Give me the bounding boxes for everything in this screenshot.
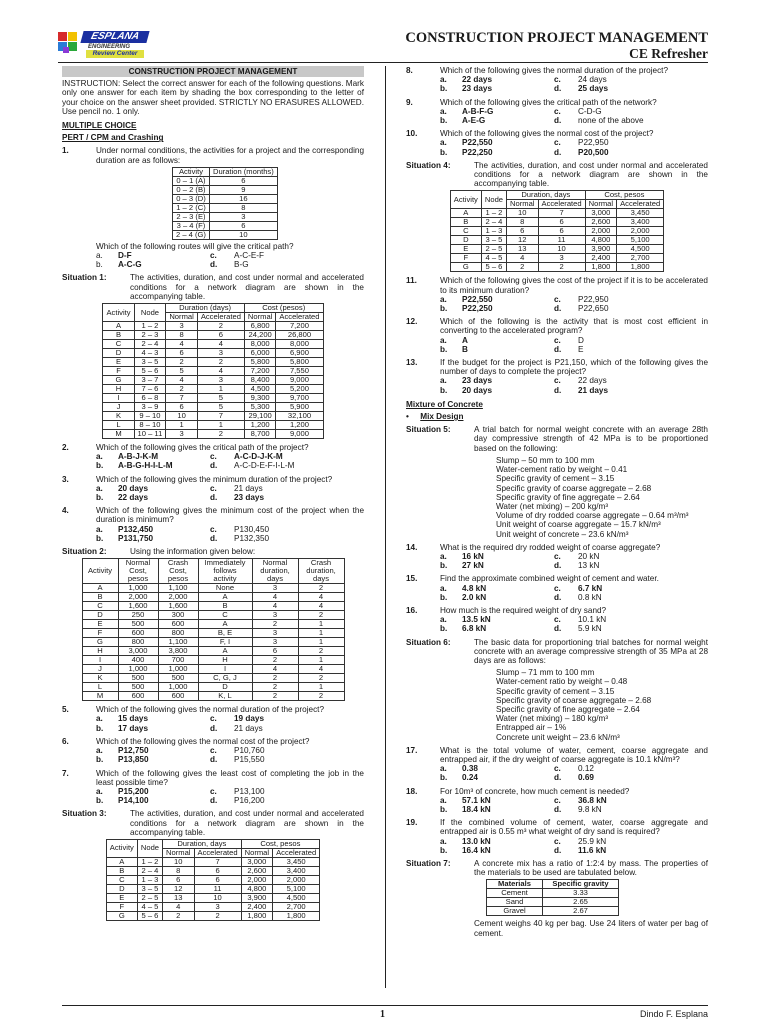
bullet-icon: • xyxy=(406,412,409,422)
situation-7-note: Cement weighs 40 kg per bag. Use 24 liters of water per bag of cement. xyxy=(474,919,708,938)
table-row: A 1 – 2 3 2 6,800 7,200 xyxy=(103,322,323,331)
left-t2-h1-2: Duration (days) xyxy=(166,304,245,313)
situation-7 xyxy=(406,859,708,877)
right-q10-text: Which of the following gives the normal cost of the project? xyxy=(440,129,654,139)
table-row: I 6 – 8 7 5 9,300 9,700 xyxy=(103,394,323,403)
left-q3-a: 20 days xyxy=(118,483,149,493)
question-6 xyxy=(62,737,364,746)
question-16 xyxy=(406,606,708,615)
right-q8-b: 23 days xyxy=(462,84,493,94)
right-q19-d: 11.6 kN xyxy=(578,845,607,855)
net_table-h1-1: Node xyxy=(481,191,506,209)
left-t1-rows-2-1: 16 xyxy=(209,194,277,203)
list-item: Volume of dry rodded coarse aggregate – 0.64 m³/m³ xyxy=(496,511,689,521)
left-t2-h2-0: Normal xyxy=(166,313,197,322)
right-q13-num: 13. xyxy=(406,358,418,368)
left-t2-h2-3: Accelerated xyxy=(276,313,323,322)
right-q12-d: E xyxy=(578,344,584,354)
left-t2-h1-0: Activity xyxy=(103,304,134,322)
table-row: M 600 600 K, L 2 2 xyxy=(82,692,344,701)
net_table-h1-2: Duration, days xyxy=(507,191,586,200)
right-q15-d: 0.8 kN xyxy=(578,592,602,602)
question-8 xyxy=(406,66,708,75)
left-q2-a: A-B-J-K-M xyxy=(118,452,159,462)
footer-rule xyxy=(62,1005,708,1006)
left-t1-rows-1-1: 9 xyxy=(209,185,277,194)
right-q18-b: 18.4 kN xyxy=(462,805,491,814)
right-q19-b: 16.4 kN xyxy=(462,845,491,855)
net_table-h2-1: Accelerated xyxy=(538,200,585,209)
question-10 xyxy=(406,129,708,138)
list-item: Entrapped air – 1% xyxy=(496,723,567,733)
right-q11-text: Which of the following gives the cost of the project if it is to be accelerated to its minimum duration? xyxy=(440,276,708,295)
right-q10-num: 10. xyxy=(406,129,418,139)
net_table-h2-0: Normal xyxy=(507,200,538,209)
right-q18-text: For 10m³ of concrete, how much cement is needed? xyxy=(440,786,630,796)
left-q1-text: Under normal conditions, the activities for a project and the corresponding duration are as follows: xyxy=(96,146,364,165)
column-divider xyxy=(385,66,386,988)
right-t7-headers-0: Materials xyxy=(487,880,543,889)
right-q16-d: 5.9 kN xyxy=(578,624,602,634)
right-q15-c: 6.7 kN xyxy=(578,583,603,593)
table-row: C 1 – 3 6 6 2,000 2,000 xyxy=(106,875,319,884)
table-row: A 1 – 2 10 7 3,000 3,450 xyxy=(450,209,663,218)
net_table-h2-0: Normal xyxy=(163,848,194,857)
table-row: H 3,000 3,800 A 6 2 xyxy=(82,647,344,656)
list-item: Specific gravity of cement – 3.15 xyxy=(496,686,615,696)
table-situation-7 xyxy=(486,879,619,916)
right-t7-rows-1-0: Sand xyxy=(487,898,543,907)
table-row: C 1 – 3 6 6 2,000 2,000 xyxy=(450,227,663,236)
list-item: Unit weight of concrete – 23.6 kN/m³ xyxy=(496,529,629,539)
question-3 xyxy=(62,475,364,484)
left-t1-rows-4-1: 3 xyxy=(209,212,277,221)
table-row: L 8 – 10 1 1 1,200 1,200 xyxy=(103,421,323,430)
net_table-h2-2: Normal xyxy=(585,200,616,209)
left-s2-text: Using the information given below: xyxy=(130,547,256,557)
right-q8-d: 25 days xyxy=(578,84,609,94)
right-q10-c: P22,950 xyxy=(578,138,609,148)
right-q11-num: 11. xyxy=(406,276,417,286)
table-row: B 2,000 2,000 A 4 4 xyxy=(82,593,344,602)
right-q19-num: 19. xyxy=(406,818,418,828)
list-item: Specific gravity of fine aggregate – 2.64 xyxy=(496,492,640,502)
list-item: Water-cement ratio by weight – 0.41 xyxy=(496,465,628,475)
right-q15-num: 15. xyxy=(406,574,418,584)
table-row: B 2 – 4 8 6 2,600 3,400 xyxy=(450,218,663,227)
logo xyxy=(58,30,150,60)
right-q8-c: 24 days xyxy=(578,75,607,85)
right-q19-text: If the combined volume of cement, water, coarse aggregate and entrapped air is 0.55 m³ what weight of dry sand is required? xyxy=(440,818,708,837)
left-q6-text: Which of the following gives the normal cost of the project? xyxy=(96,736,310,746)
table-row: E 2 – 5 13 10 3,900 4,500 xyxy=(106,893,319,902)
right-q14-b: 27 kN xyxy=(462,561,484,571)
situation-3 xyxy=(62,809,364,837)
table-row: F 4 – 5 4 3 2,400 2,700 xyxy=(106,902,319,911)
left-t3-headers-4: Normal duration, days xyxy=(252,559,298,584)
table-situation-1 xyxy=(102,303,323,439)
left-q1b-d: B-G xyxy=(234,260,249,270)
left-q2-num: 2. xyxy=(62,443,69,453)
right-q13-b: 20 days xyxy=(462,385,493,395)
left-q6-d: P15,550 xyxy=(234,755,265,765)
left-s2-label: Situation 2: xyxy=(62,547,107,557)
left-q3-c: 21 days xyxy=(234,483,263,493)
left-t3-headers-1: Normal Cost, pesos xyxy=(118,559,158,584)
list-item: Specific gravity of fine aggregate – 2.64 xyxy=(496,704,640,714)
header-rule xyxy=(58,62,708,63)
situation-2 xyxy=(62,547,364,556)
left-t1-rows-0-1: 6 xyxy=(209,176,277,185)
left-q7-d: P16,200 xyxy=(234,796,265,806)
right-q14-text: What is the required dry rodded weight of coarse aggregate? xyxy=(440,542,661,552)
right-q15-text: Find the approximate combined weight of cement and water. xyxy=(440,574,659,584)
left-s3-label: Situation 3: xyxy=(62,809,107,819)
right-q14-num: 14. xyxy=(406,542,418,552)
left-q2-c: A-C-D-J-K-M xyxy=(234,452,283,462)
table-row: D 3 – 5 12 11 4,800 5,100 xyxy=(106,884,319,893)
right-q8-text: Which of the following gives the normal duration of the project? xyxy=(440,66,669,75)
right-s6-label: Situation 6: xyxy=(406,637,451,647)
left-q5-text: Which of the following gives the normal duration of the project? xyxy=(96,705,325,715)
right-t7-rows-0-1: 3.33 xyxy=(543,889,619,898)
left-t1-rows-2-0: 0 – 3 (D) xyxy=(173,194,210,203)
instruction: INSTRUCTION: Select the correct answer for each of the following questions. Mark only one answer for each item by shading the box corresponding to the letter of your choice on the answer sheet provided. STRICTLY NO ERASURES ALLOWED. Use pencil no. 1 only. xyxy=(62,79,364,116)
question-13 xyxy=(406,358,708,376)
left-column: CONSTRUCTION PROJECT MANAGEMENT INSTRUCTION: Select the correct answer for each of the following questions. Mark only one answer for each item by shading the box corresponding to the letter of your choice on the answer sheet provided. STRICTLY NO ERASURES ALLOWED. Use pencil no. 1 only. MULTIPLE CHOICE PERT / CPM and Crashing 1. Under normal conditions, the activities for a project and the corresponding duration are as follows: Activity Duration (months) 0 – 1 (A) 6 0 – 2 (B) 9 0 – 3 (D) 16 1 – 2 (C) 8 2 – 3 (E) 3 3 – 4 (F) 6 2 – 4 (G) 10 Which of the following routes will give the critical path? a. D-F c. A-C-E-F b. A-C-G d. B-G Situation 1: The activities, duration, and cost under normal and accelerated conditions for a network diagram are shown in the accompanying table. Activity Node Duration (days) Cost (pesos) Normal Accelerated Normal Accelerated A 1 – 2 3 2 6,800 7,200 B 2 – 3 8 6 24,200 26,800 C 2 – 4 4 4 8,000 8,000 D 4 – 3 6 3 6,000 6,900 E 3 – 5 2 2 5,800 5,800 F 5 – 6 5 4 7,200 7,550 G 3 – 7 4 3 8,400 9,000 H 7 – 6 2 1 4,500 5,200 I 6 – 8 7 5 9,300 9,700 J 3 – 9 6 5 5,300 5,900 K 9 – 10 10 7 29,100 32,100 L 8 – 10 1 1 1,200 1,200 M 10 – 11 3 2 8,700 9,000 2. Which of the following gives the critical path of the project? a. A-B-J-K-M c. A-C-D-J-K-M b. A-B-G-H-I-L-M d. A-C-D-E-F-I-L-M 3. Which of the following gives the minimum duration of the project? a. 20 days c. 21 days b. 22 days d. 23 days 4. Which of the following gives the minimum cost of the project when the duration is minimum? a. P132,450 c. P130,450 b. P131,750 d. P132,350 Situation 2: Using the information given below: Activity Normal Cost, pesos Crash Cost, pesos Immediately follows activity Normal duration, days Crash duration, days A 1,000 1,100 None 3 2 B 2,000 2,000 A 4 4 C 1,600 1,600 B 4 4 D 250 300 C 3 2 E 500 600 A 2 1 F 600 800 B, E 3 1 G 800 1,100 F, I 3 1 H 3,000 3,800 A 6 2 I 400 700 H 2 1 J 1,000 1,000 I 4 4 K 500 500 C, G, J 2 2 L 500 1,000 D 2 1 M 600 600 K, L 2 2 5. Which of the following gives the normal duration of the project? a. 15 days c. 19 days b. 17 days d. 21 days 6. Which of the following gives the normal cost of the project? a. P12,750 c. P10,760 b. P13,850 d. P15,550 7. Which of the following gives the least cost of completing the job in the least possible time? a. P15,200 c. P13,100 b. P14,100 d. P16,200 Situation 3: The activities, duration, and cost under normal and accelerated conditions for a network diagram are shown in the accompanying table. Activity Node Duration, days Cost, pesos Normal Accelerated Normal Accelerated A 1 – 2 10 7 3,000 3,450 B 2 – 4 8 6 2,600 3,400 C 1 – 3 6 6 2,000 2,000 D 3 – 5 12 11 4,800 5,100 E 2 – 5 13 10 3,900 4,500 F 4 – 5 4 3 2,400 2,700 G 5 – 6 2 2 1,800 1,800 xyxy=(62,67,364,920)
left-q4-d: P132,350 xyxy=(234,533,270,543)
question-19 xyxy=(406,818,708,836)
table-row: D 3 – 5 12 11 4,800 5,100 xyxy=(450,236,663,245)
right-t7-rows-0-0: Cement xyxy=(487,889,543,898)
section-title: CONSTRUCTION PROJECT MANAGEMENT xyxy=(62,66,364,77)
right-q17-d: 0.69 xyxy=(578,773,594,783)
left-t2-h2-2: Normal xyxy=(244,313,275,322)
left-q5-num: 5. xyxy=(62,705,69,715)
question-17 xyxy=(406,746,708,764)
right-q16-a: 13.5 kN xyxy=(462,615,491,625)
right-q13-text: If the budget for the project is P21,150, which of the following gives the number of days to complete the project? xyxy=(440,358,708,377)
left-s1-label: Situation 1: xyxy=(62,273,107,283)
question-15 xyxy=(406,574,708,583)
question-1-prompt: Which of the following routes will give the critical path? xyxy=(96,241,294,251)
right-s4-text: The activities, duration, and cost under normal and accelerated conditions for a network diagram are shown in the accompanying table. xyxy=(474,160,708,189)
right-q18-c: 36.8 kN xyxy=(578,795,607,805)
right-q14-c: 20 kN xyxy=(578,551,600,561)
right-s7-label: Situation 7: xyxy=(406,859,451,869)
table-row: G 800 1,100 F, I 3 1 xyxy=(82,638,344,647)
left-t1-rows-0-0: 0 – 1 (A) xyxy=(173,176,210,185)
left-t1-rows-3-1: 8 xyxy=(209,203,277,212)
left-q7-b: P14,100 xyxy=(118,796,149,806)
net_table-h2-3: Accelerated xyxy=(273,848,320,857)
left-t1-rows-1-0: 0 – 2 (B) xyxy=(173,185,210,194)
left-t1-rows-6-1: 10 xyxy=(209,230,277,239)
question-2 xyxy=(62,443,364,452)
question-11 xyxy=(406,276,708,294)
right-q13-c: 22 days xyxy=(578,376,607,386)
net_table-h2-1: Accelerated xyxy=(194,848,241,857)
right-q12-text: Which of the following is the activity that is most cost efficient in converting to the accelerated program? xyxy=(440,317,708,336)
right-q16-b: 6.8 kN xyxy=(462,624,487,634)
list-item: Specific gravity of cement – 3.15 xyxy=(496,474,615,484)
right-q18-a: 57.1 kN xyxy=(462,795,491,805)
situation-5 xyxy=(406,425,708,453)
right-q8-a: 22 days xyxy=(462,75,493,85)
table-row: H 7 – 6 2 1 4,500 5,200 xyxy=(103,385,323,394)
list-item: Specific gravity of coarse aggregate – 2.68 xyxy=(496,695,652,705)
right-q16-text: How much is the required weight of dry sand? xyxy=(440,605,607,615)
right-q10-d: P20,500 xyxy=(578,147,609,157)
right-s6-text: The basic data for proportioning trial batches for normal weight concrete with an average compressive strength of 35 MPa at 28 days are as follows: xyxy=(474,637,708,665)
left-q6-b: P13,850 xyxy=(118,755,149,765)
multiple-choice-heading: MULTIPLE CHOICE xyxy=(62,121,137,131)
left-t1-headers-0: Activity xyxy=(173,167,210,176)
left-q5-c: 19 days xyxy=(234,714,265,724)
left-q3-num: 3. xyxy=(62,474,69,484)
page-number: 1 xyxy=(380,1009,385,1020)
table-row: I 400 700 H 2 1 xyxy=(82,656,344,665)
net_table-h1-0: Activity xyxy=(450,191,481,209)
left-t2-h2-1: Accelerated xyxy=(197,313,244,322)
right-q17-b: 0.24 xyxy=(462,773,478,783)
left-q4-b: P131,750 xyxy=(118,533,154,543)
right-mixdesign: Mix Design xyxy=(420,412,464,422)
right-q11-a: P22,550 xyxy=(462,294,493,304)
left-q1-num: 1. xyxy=(62,146,69,156)
situation-6 xyxy=(406,638,708,666)
left-t1-rows-3-0: 1 – 2 (C) xyxy=(173,203,210,212)
right-q10-a: P22,550 xyxy=(462,138,493,148)
right-q16-c: 10.1 kN xyxy=(578,615,607,625)
table-row: G 5 – 6 2 2 1,800 1,800 xyxy=(106,911,319,920)
left-t3-headers-2: Crash Cost, pesos xyxy=(158,559,198,584)
right-t7-rows-2-1: 2.67 xyxy=(543,907,619,916)
left-q3-d: 23 days xyxy=(234,493,265,503)
left-q1b-c: A-C-E-F xyxy=(234,251,265,261)
right-t7-headers-1: Specific gravity xyxy=(543,880,619,889)
left-q7-c: P13,100 xyxy=(234,786,265,796)
list-item: Unit weight of coarse aggregate – 15.7 kN/m³ xyxy=(496,520,661,530)
net_table-h1-3: Cost, pesos xyxy=(241,839,320,848)
left-q6-a: P12,750 xyxy=(118,746,149,756)
right-q17-c: 0.12 xyxy=(578,764,594,774)
right-q18-d: 9.8 kN xyxy=(578,805,602,814)
logo-review-center: Review Center xyxy=(86,50,144,58)
right-q14-d: 13 kN xyxy=(578,561,600,571)
left-t1-rows-6-0: 2 – 4 (G) xyxy=(173,230,210,239)
logo-brand: ESPLANA xyxy=(80,31,149,43)
table-row: E 3 – 5 2 2 5,800 5,800 xyxy=(103,358,323,367)
table-row: J 3 – 9 6 5 5,300 5,900 xyxy=(103,403,323,412)
right-q17-num: 17. xyxy=(406,745,418,755)
situation-6-list xyxy=(406,668,708,742)
question-5 xyxy=(62,705,364,714)
left-t2-h1-3: Cost (pesos) xyxy=(244,304,323,313)
mix-design-heading xyxy=(406,412,708,421)
table-row: F 5 – 6 5 4 7,200 7,550 xyxy=(103,367,323,376)
table-row: B 2 – 3 8 6 24,200 26,800 xyxy=(103,331,323,340)
right-q9-a: A-B-F-G xyxy=(462,106,494,116)
table-row: E 2 – 5 13 10 3,900 4,500 xyxy=(450,245,663,254)
right-q9-c: C-D-G xyxy=(578,106,602,116)
right-q12-c: D xyxy=(578,335,584,345)
left-q6-c: P10,760 xyxy=(234,746,265,756)
left-q1b-b: A-C-G xyxy=(118,260,142,270)
right-q17-a: 0.38 xyxy=(462,764,478,774)
table-situation-3 xyxy=(106,839,320,921)
table-row: A 1,000 1,100 None 3 2 xyxy=(82,584,344,593)
right-q13-d: 21 days xyxy=(578,385,609,395)
situation-4 xyxy=(406,161,708,189)
left-q7-num: 7. xyxy=(62,768,69,778)
net_table-h1-3: Cost, pesos xyxy=(585,191,664,200)
table-q1 xyxy=(172,167,278,240)
right-q19-a: 13.0 kN xyxy=(462,836,491,846)
list-item: Water-cement ratio by weight – 0.48 xyxy=(496,677,628,687)
left-t3-headers-0: Activity xyxy=(82,559,118,584)
table-situation-4 xyxy=(450,190,664,272)
right-q9-text: Which of the following gives the critical path of the network? xyxy=(440,97,657,107)
right-q11-b: P22,250 xyxy=(462,304,493,314)
left-s3-text: The activities, duration, and cost under normal and accelerated conditions for a network diagram are shown in the accompanying table. xyxy=(130,809,364,837)
right-q15-b: 2.0 kN xyxy=(462,592,487,602)
list-item: Slump – 71 mm to 100 mm xyxy=(496,668,595,678)
list-item: Water (net mixing) – 200 kg/m³ xyxy=(496,501,609,511)
right-t7-rows-2-0: Gravel xyxy=(487,907,543,916)
question-7 xyxy=(62,769,364,787)
right-q11-c: P22,950 xyxy=(578,294,609,304)
left-t3-headers-5: Crash duration, days xyxy=(298,559,344,584)
list-item: Concrete unit weight – 23.6 kN/m³ xyxy=(496,732,620,742)
left-q6-num: 6. xyxy=(62,736,69,746)
right-q9-b: A-E-G xyxy=(462,116,486,126)
right-q9-num: 9. xyxy=(406,97,413,107)
table-row: A 1 – 2 10 7 3,000 3,450 xyxy=(106,857,319,866)
table-row: G 3 – 7 4 3 8,400 9,000 xyxy=(103,376,323,385)
table-row: E 500 600 A 2 1 xyxy=(82,620,344,629)
left-q3-text: Which of the following gives the minimum duration of the project? xyxy=(96,474,333,484)
table-row: M 10 – 11 3 2 8,700 9,000 xyxy=(103,430,323,439)
question-9 xyxy=(406,98,708,107)
table-row: G 5 – 6 2 2 1,800 1,800 xyxy=(450,263,663,272)
situation-5-list xyxy=(406,456,708,539)
table-row: D 4 – 3 6 3 6,000 6,900 xyxy=(103,349,323,358)
net_table-h2-2: Normal xyxy=(241,848,272,857)
table-row: C 1,600 1,600 B 4 4 xyxy=(82,602,344,611)
table-row: J 1,000 1,000 I 4 4 xyxy=(82,665,344,674)
table-row: B 2 – 4 8 6 2,600 3,400 xyxy=(106,866,319,875)
situation-1 xyxy=(62,273,364,301)
right-s7-text: A concrete mix has a ratio of 1:2:4 by mass. The properties of the materials to be used are tabulated below. xyxy=(474,859,708,878)
right-q8-num: 8. xyxy=(406,66,413,75)
right-t7-rows-1-1: 2.65 xyxy=(543,898,619,907)
left-q7-text: Which of the following gives the least cost of completing the job in the least possible time? xyxy=(96,768,364,787)
table-situation-2 xyxy=(82,558,345,701)
left-q5-b: 17 days xyxy=(118,723,149,733)
choices-q1: a. D-F c. A-C-E-F xyxy=(62,251,364,260)
right-s4-label: Situation 4: xyxy=(406,160,451,170)
question-1 xyxy=(62,146,364,164)
question-18 xyxy=(406,787,708,796)
table-row: F 4 – 5 4 3 2,400 2,700 xyxy=(450,254,663,263)
left-t1-rows-4-0: 2 – 3 (E) xyxy=(173,212,210,221)
question-12 xyxy=(406,317,708,335)
page-header xyxy=(58,30,708,60)
right-q10-b: P22,250 xyxy=(462,147,493,157)
right-s5-label: Situation 5: xyxy=(406,425,451,435)
right-q19-c: 25.9 kN xyxy=(578,836,607,846)
net_table-h1-1: Node xyxy=(137,839,162,857)
header-subtitle: CE Refresher xyxy=(629,46,708,61)
left-q4-a: P132,450 xyxy=(118,524,154,534)
right-s5-text: A trial batch for normal weight concrete with an average 28th day compressive strength of 42 MPa is to be proportioned based on the following: xyxy=(474,425,708,453)
left-q3-b: 22 days xyxy=(118,493,149,503)
table-row: C 2 – 4 4 4 8,000 8,000 xyxy=(103,340,323,349)
table-row: F 600 800 B, E 3 1 xyxy=(82,629,344,638)
right-column: 8. Which of the following gives the normal duration of the project? a. 22 days c. 24 days b. 23 days d. 25 days 9. Which of the following gives the critical path of the network? a. A-B-F-G c. C-D-G b. A-E-G d. none of the above 10. Which of the following gives the normal cost of the project? a. P22,550 c. P22,950 b. P22,250 d. P20,500 Situation 4: The activities, duration, and cost under normal and accelerated conditions for a network diagram are shown in the accompanying table. Activity Node Duration, days Cost, pesos Normal Accelerated Normal Accelerated A 1 – 2 10 7 3,000 3,450 B 2 – 4 8 6 2,600 3,400 C 1 – 3 6 6 2,000 2,000 D 3 – 5 12 11 4,800 5,100 E 2 – 5 13 10 3,900 4,500 F 4 – 5 4 3 2,400 2,700 G 5 – 6 2 2 1,800 1,800 11. Which of the following gives the cost of the project if it is to be accelerated to its minimum duration? a. P22,550 c. P22,950 b. P22,250 d. P22,650 12. Which of the following is the activity that is most cost efficient in converting to the accelerated program? a. A c. D b. B d. E 13. If the budget for the project is P21,150, which of the following gives the number of days to complete the project? a. 23 days c. 22 days b. 20 days d. 21 days Mixture of Concrete • Mix Design Situation 5: A trial batch for normal weight concrete with an average 28th day compressive strength of 42 MPa is to be proportioned based on the following: Slump – 50 mm to 100 mm Water-cement ratio by weight – 0.41 Specific gravity of cement – 3.15 Specific gravity of coarse aggregate – 2.68 Specific gravity of fine aggregate – 2.64 Water (net mixing) – 200 kg/m³ Volume of dry rodded coarse aggregate – 0.64 m³/m³ Unit weight of coarse aggregate – 15.7 kN/m³ Unit weight of concrete – 23.6 kN/m³ 14. What is the required dry rodded weight of coarse aggregate? a. 16 kN c. 20 kN b. 27 kN d. 13 kN 15. Find the approximate combined weight of cement and water. a. 4.8 kN c. 6.7 kN b. 2.0 kN d. 0.8 kN 16. How much is the required weight of dry sand? a. 13.5 kN c. 10.1 kN b. 6.8 kN d. 5.9 kN Situation 6: The basic data for proportioning trial batches for normal weight concrete with an average compressive strength of 35 MPa at 28 days are as follows: Slump – 71 mm to 100 mm Water-cement ratio by weight – 0.48 Specific gravity of cement – 3.15 Specific gravity of coarse aggregate – 2.68 Specific gravity of fine aggregate – 2.64 Water (net mixing) – 180 kg/m³ Entrapped air – 1% Concrete unit weight – 23.6 kN/m³ 17. What is the total volume of water, cement, coarse aggregate and entrapped air, if the dry weight of coarse aggregate is 10.1 kN/m³? a. 0.38 c. 0.12 b. 0.24 d. 0.69 18. For 10m³ of concrete, how much cement is needed? a. 57.1 kN c. 36.8 kN b. 18.4 kN d. 9.8 kN 19. If the combined volume of cement, water, coarse aggregate and entrapped air is 0.55 m³ what weight of dry sand is required? a. 13.0 kN c. 25.9 kN b. 16.4 kN d. 11.6 kN Situation 7: A concrete mix has a ratio of 1:2:4 by mass. The properties of the materials to be used are tabulated below. Materials Specific gravity Cement 3.33 Sand 2.65 Gravel 2.67 Cement weighs 40 kg per bag. Use 24 liters of water per bag of cement. xyxy=(406,66,708,938)
left-q4-c: P130,450 xyxy=(234,524,270,534)
right-q9-d: none of the above xyxy=(578,116,644,126)
left-t2-h1-1: Node xyxy=(134,304,166,322)
left-q2-text: Which of the following gives the critical path of the project? xyxy=(96,443,309,453)
question-14 xyxy=(406,543,708,552)
list-item: Water (net mixing) – 180 kg/m³ xyxy=(496,714,609,724)
table-row: K 500 500 C, G, J 2 2 xyxy=(82,674,344,683)
right-q12-num: 12. xyxy=(406,317,418,327)
left-q5-a: 15 days xyxy=(118,714,149,724)
left-t3-headers-3: Immediately follows activity xyxy=(198,559,252,584)
net_table-h1-0: Activity xyxy=(106,839,137,857)
left-t1-rows-5-1: 6 xyxy=(209,221,277,230)
left-q5-d: 21 days xyxy=(234,723,263,733)
cube-logo-icon xyxy=(58,32,80,56)
author-name: Dindo F. Esplana xyxy=(639,1009,708,1019)
net_table-h1-2: Duration, days xyxy=(163,839,242,848)
left-q2-b: A-B-G-H-I-L-M xyxy=(118,461,173,471)
left-q2-d: A-C-D-E-F-I-L-M xyxy=(234,461,295,471)
net_table-h2-3: Accelerated xyxy=(617,200,664,209)
left-q4-num: 4. xyxy=(62,506,69,516)
table-row: D 250 300 C 3 2 xyxy=(82,611,344,620)
right-q12-b: B xyxy=(462,344,468,354)
header-title: CONSTRUCTION PROJECT MANAGEMENT xyxy=(405,30,708,46)
table-row: L 500 1,000 D 2 1 xyxy=(82,683,344,692)
mixture-heading: Mixture of Concrete xyxy=(406,399,483,409)
list-item: Slump – 50 mm to 100 mm xyxy=(496,455,595,465)
right-q15-a: 4.8 kN xyxy=(462,583,487,593)
right-q18-num: 18. xyxy=(406,786,418,796)
left-q1b-a: D-F xyxy=(118,251,132,261)
right-q16-num: 16. xyxy=(406,605,418,615)
right-q13-a: 23 days xyxy=(462,376,493,386)
right-q14-a: 16 kN xyxy=(462,551,484,561)
right-q12-a: A xyxy=(462,335,468,345)
logo-subtitle: ENGINEERING xyxy=(88,44,131,50)
table-row: K 9 – 10 10 7 29,100 32,100 xyxy=(103,412,323,421)
left-t1-rows-5-0: 3 – 4 (F) xyxy=(173,221,210,230)
question-4 xyxy=(62,506,364,524)
left-q7-a: P15,200 xyxy=(118,786,149,796)
right-q17-text: What is the total volume of water, cement, coarse aggregate and entrapped air, if the dry weight of coarse aggregate is 10.1 kN/m³? xyxy=(440,745,708,764)
right-q11-d: P22,650 xyxy=(578,304,609,314)
left-s1-text: The activities, duration, and cost under normal and accelerated conditions for a network diagram are shown in the accompanying table. xyxy=(130,273,364,301)
list-item: Specific gravity of coarse aggregate – 2.68 xyxy=(496,483,652,493)
left-q4-text: Which of the following gives the minimum cost of the project when the duration is minimum? xyxy=(96,506,364,525)
pert-heading: PERT / CPM and Crashing xyxy=(62,133,164,143)
left-t1-headers-1: Duration (months) xyxy=(209,167,277,176)
